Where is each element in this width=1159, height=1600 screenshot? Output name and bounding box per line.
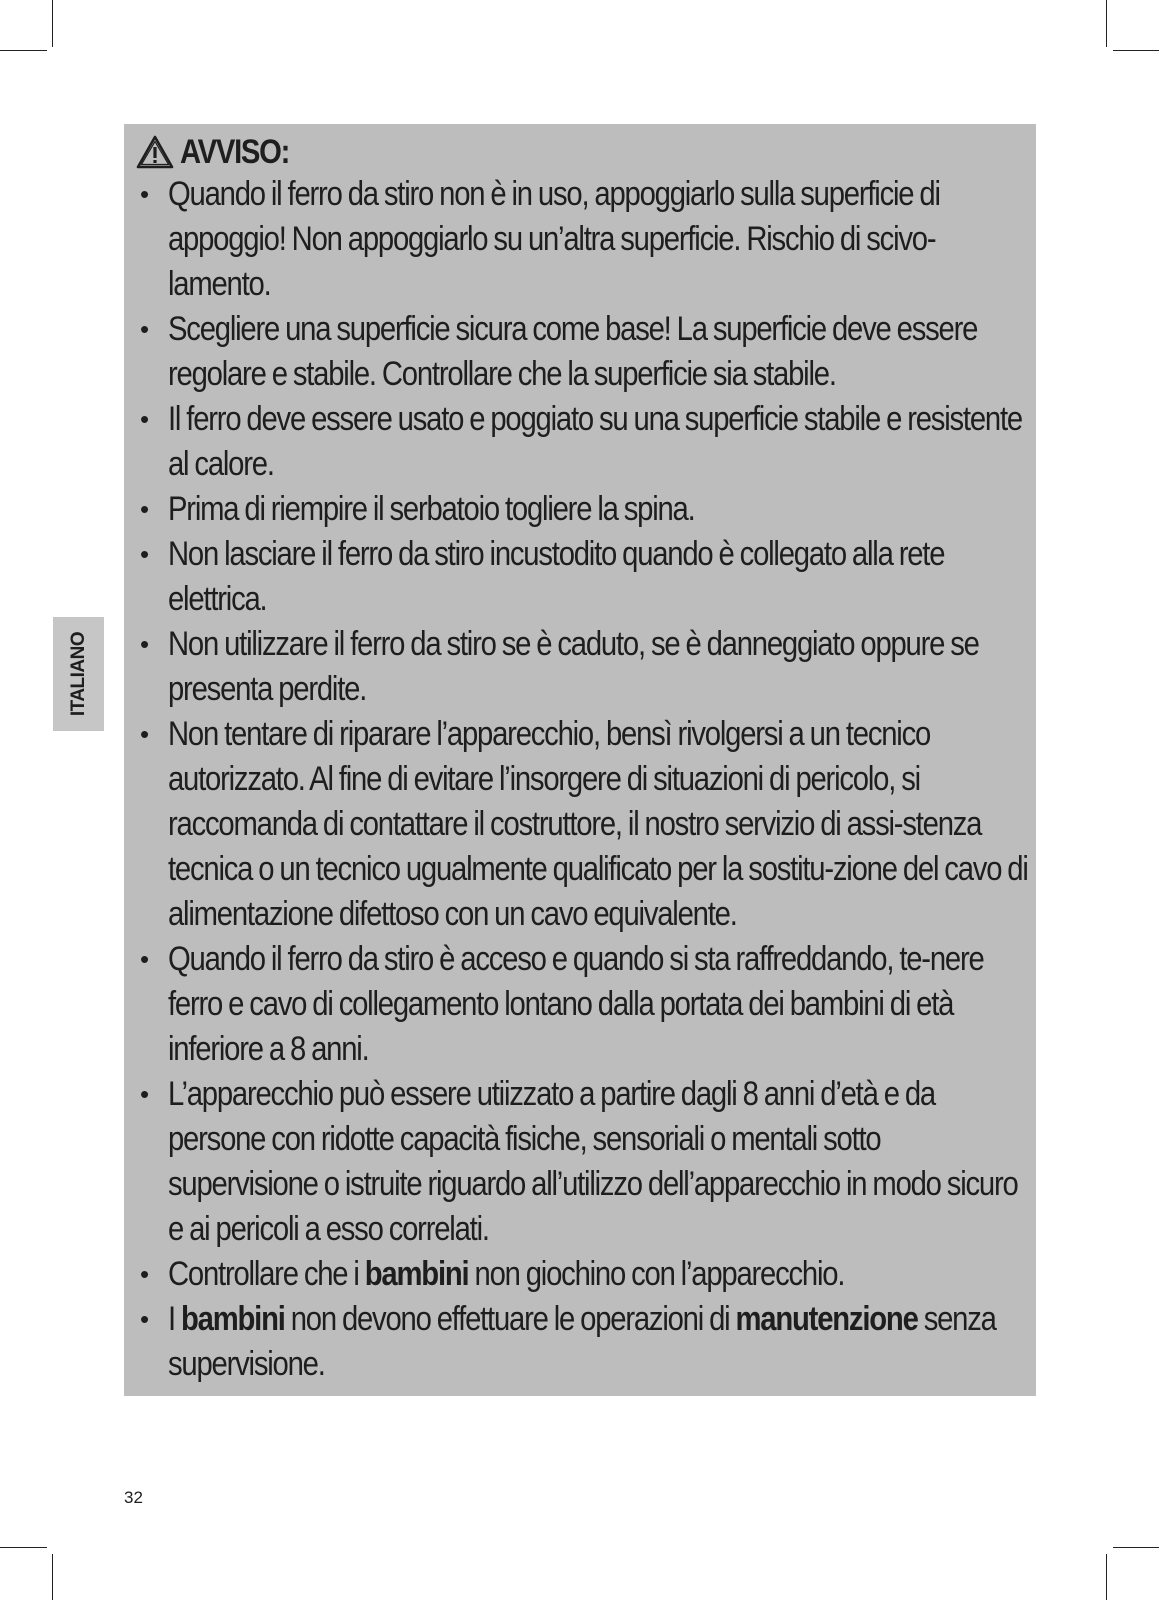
warning-list-item [132,172,1028,307]
warning-item-text [168,937,1028,1072]
warning-list-item [132,622,1028,712]
text-segment: Non utilizzare il ferro da stiro se è caduto, se è danneggiato oppure se presenta perdite. [168,625,979,708]
warning-list-item [132,487,1028,532]
text-segment: Il ferro deve essere usato e poggiato su una superficie stabile e resistente al calore. [168,400,1022,483]
language-tab [53,617,104,731]
warning-item-text [168,397,1028,487]
text-segment: non giochino con l’apparecchio. [468,1255,845,1293]
crop-mark-bottom-left-horizontal [0,1547,47,1548]
warning-box [124,124,1036,1396]
warning-list-item [132,1072,1028,1252]
crop-mark-top-left-vertical [52,0,53,47]
warning-item-text [168,487,1028,532]
text-segment: Scegliere una superficie sicura come base! La superficie deve essere regolare e stabile. Controllare che la superficie sia stabile. [168,310,978,393]
crop-mark-top-right-horizontal [1113,50,1159,51]
warning-item-text [168,1297,1028,1387]
warning-item-text [168,172,1028,307]
warning-list-item [132,937,1028,1072]
text-segment: L’apparecchio può essere utiizzato a partire dagli 8 anni d’età e da persone con ridotte capacità fisiche, sensoriali o mentali sotto supervisione o istruite riguardo all’utilizzo dell’apparecchio in modo sicuro e ai pericoli a esso correlati. [168,1075,1018,1248]
text-segment: Quando il ferro da stiro è acceso e quando si sta raffreddando, te-nere ferro e cavo di collegamento lontano dalla portata dei bambini di età inferiore a 8 anni. [168,940,984,1068]
warning-heading [136,132,1028,172]
warning-list [132,172,1028,1387]
text-segment: Prima di riempire il serbatoio togliere la spina. [168,490,695,528]
warning-list-item [132,307,1028,397]
text-segment: Quando il ferro da stiro non è in uso, appoggiarlo sulla superficie di appoggio! Non appoggiarlo su un’altra superficie. Rischio di scivo-lamento. [168,175,940,303]
warning-list-item [132,532,1028,622]
text-segment: Non lasciare il ferro da stiro incustodito quando è collegato alla rete elettrica. [168,535,945,618]
text-segment: Non tentare di riparare l’apparecchio, bensì rivolgersi a un tecnico autorizzato. Al fine di evitare l’insorgere di situazioni di pericolo, si raccomanda di contattare il costruttore, il nostro servizio di assi-stenza tecnica o un tecnico ugualmente qualificato per la sostitu-zione del cavo di alimentazione difettoso con un cavo equivalente. [168,715,1028,933]
text-segment: Controllare che i [168,1255,365,1293]
warning-list-item [132,1297,1028,1387]
page-number: 32 [124,1488,143,1507]
text-segment: I [168,1300,181,1338]
crop-mark-bottom-left-vertical [52,1554,53,1600]
warning-triangle-icon [136,135,174,169]
text-segment: senza supervisione. [168,1300,996,1383]
text-segment: non devono effettuare le operazioni di [284,1300,736,1338]
bold-term: bambini [180,1300,285,1338]
warning-item-text [168,1252,1028,1297]
crop-mark-top-left-horizontal [0,50,47,51]
warning-item-text [168,1072,1028,1252]
warning-list-item [132,397,1028,487]
warning-heading-text: AVVISO: [180,132,290,171]
language-tab-label: ITALIANO [67,631,89,717]
bold-term: manutenzione [735,1300,918,1338]
warning-item-text [168,712,1028,937]
crop-mark-bottom-right-horizontal [1113,1547,1159,1548]
warning-list-item [132,1252,1028,1297]
crop-mark-top-right-vertical [1106,0,1107,47]
crop-mark-bottom-right-vertical [1106,1554,1107,1600]
warning-item-text [168,622,1028,712]
warning-list-item [132,712,1028,937]
warning-item-text [168,307,1028,397]
bold-term: bambini [364,1255,469,1293]
warning-item-text [168,532,1028,622]
